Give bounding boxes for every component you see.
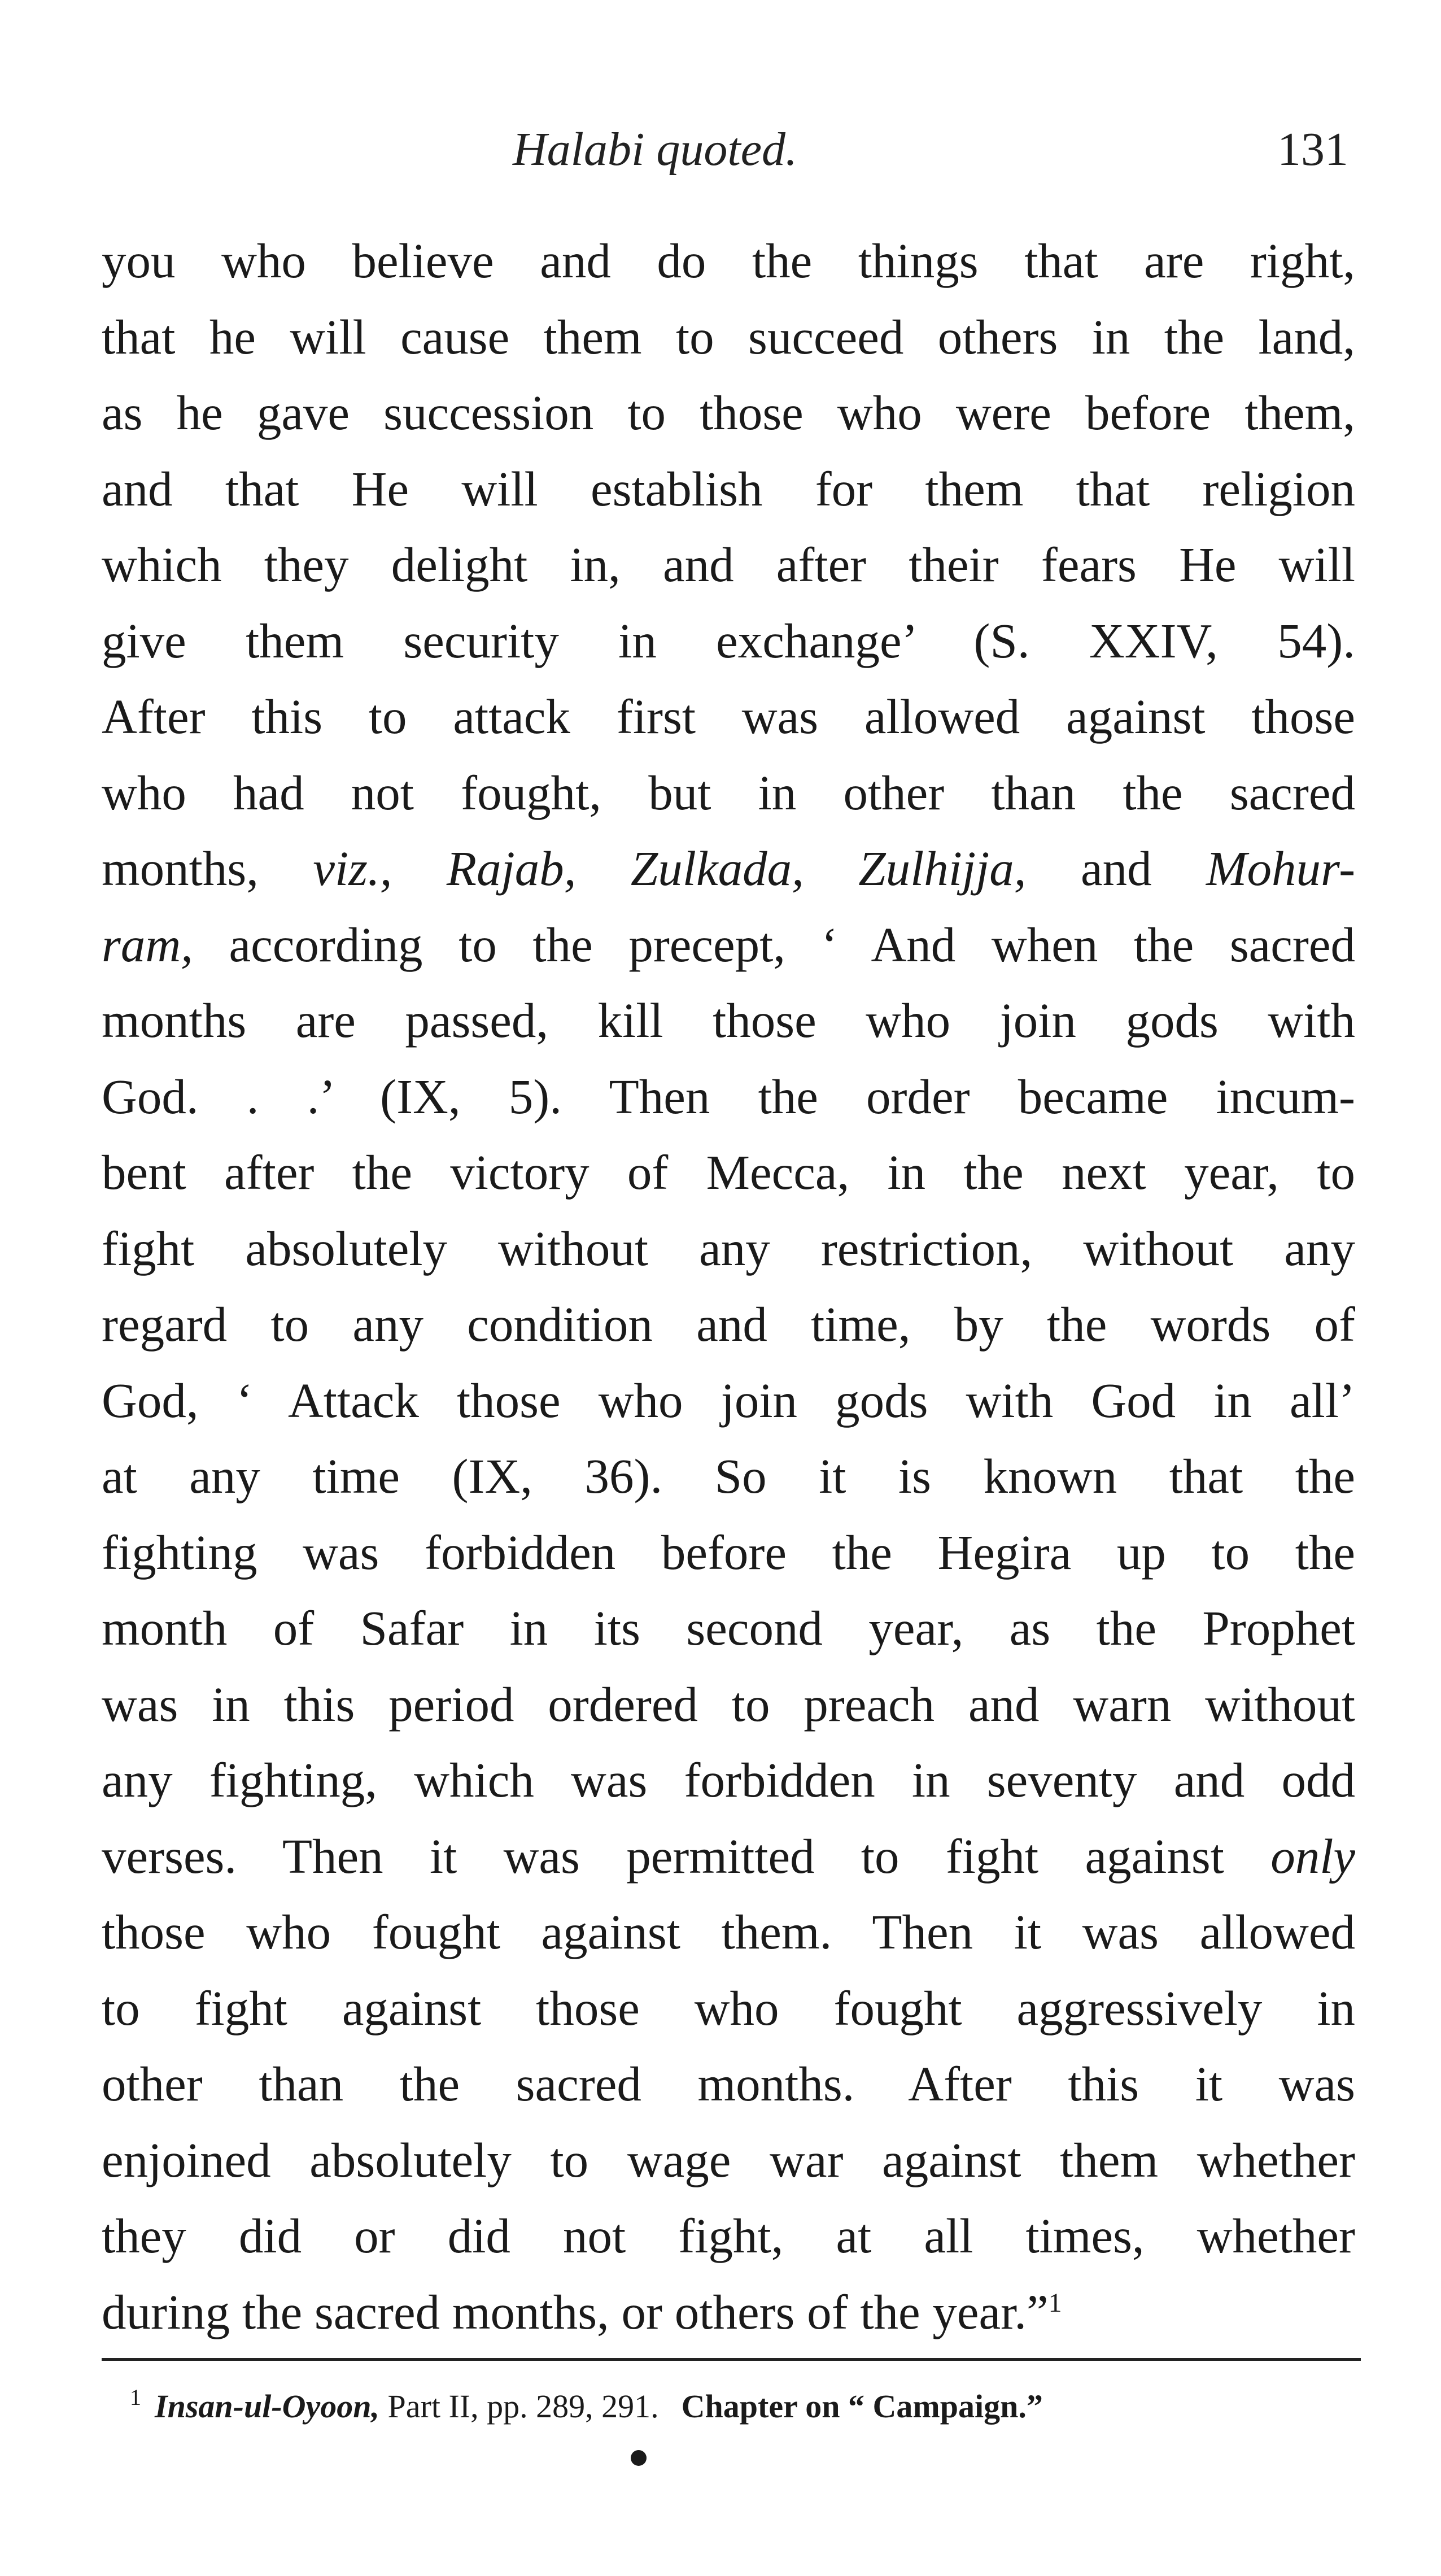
text-line: regard to any condition and time, by the words of xyxy=(102,1297,1355,1352)
footnote-chapter: Chapter on “ Campaign.” xyxy=(681,2388,1043,2425)
text-line: and that He will establish for them that religion xyxy=(102,461,1355,516)
printer-dot xyxy=(631,2450,647,2466)
text-run: according to the precept, ‘ And when the sacred xyxy=(229,917,1355,972)
text-line: After this to attack first was allowed against those xyxy=(102,689,1355,744)
text-line: they did or did not fight, at all times, whether xyxy=(102,2208,1355,2263)
text-line: God, ‘ Attack those who join gods with God in all’ xyxy=(102,1372,1355,1428)
text-line: was in this period ordered to preach and warn without xyxy=(102,1676,1355,1732)
italic-term: viz., xyxy=(313,841,392,896)
text-line: to fight against those who fought aggressively in xyxy=(102,1980,1355,2035)
italic-term: Zulkada, xyxy=(630,841,804,896)
text-line: as he gave succession to those who were before them, xyxy=(102,385,1355,440)
text-line: enjoined absolutely to wage war against them whether xyxy=(102,2132,1355,2187)
text-line: those who fought against them. Then it was allowed xyxy=(102,1904,1355,1959)
text-run: verses. Then it was permitted to fight against xyxy=(102,1828,1224,1884)
italic-term: Mohur- xyxy=(1206,841,1356,896)
footnote xyxy=(130,2375,1344,2429)
footnote-source: Insan-ul-Oyoon, xyxy=(155,2388,380,2425)
text-line: you who believe and do the things that are right, xyxy=(102,233,1355,288)
text-line: bent after the victory of Mecca, in the next year, to xyxy=(102,1145,1355,1200)
text-line: month of Safar in its second year, as the Prophet xyxy=(102,1601,1355,1655)
text-line-only xyxy=(102,1819,1355,1895)
running-head xyxy=(102,121,1355,178)
text-line-precept xyxy=(102,907,1355,983)
footnote-text: Part II, pp. 289, 291. xyxy=(387,2388,659,2425)
text-line: that he will cause them to succeed others in the land, xyxy=(102,309,1355,364)
footnote-divider xyxy=(102,2358,1361,2361)
footnote-reference[interactable]: 1 xyxy=(1048,2287,1062,2318)
page-number: 131 xyxy=(1277,123,1348,176)
text-run: and xyxy=(1080,841,1152,896)
text-line: which they delight in, and after their fears He will xyxy=(102,537,1355,592)
running-title: Halabi quoted. xyxy=(513,123,797,176)
footnote-mark: 1 xyxy=(130,2385,141,2410)
text-line-last xyxy=(102,2274,1355,2351)
text-line: God. . .’ (IX, 5). Then the order became incum- xyxy=(102,1069,1355,1124)
text-line-months xyxy=(102,831,1355,907)
text-line: give them security in exchange’ (S. XXIV, 54). xyxy=(102,613,1355,668)
text-run: months, xyxy=(102,841,259,896)
italic-term: Rajab, xyxy=(446,841,577,896)
italic-term: Zulhijja, xyxy=(858,841,1027,896)
text-line: at any time (IX, 36). So it is known that the xyxy=(102,1449,1355,1503)
text-line: other than the sacred months. After this it was xyxy=(102,2056,1355,2111)
text-line: any fighting, which was forbidden in seventy and odd xyxy=(102,1753,1355,1807)
text-line: who had not fought, but in other than the sacred xyxy=(102,765,1355,820)
italic-term: ram, xyxy=(102,917,193,972)
text-run: during the sacred months, or others of the year.” xyxy=(102,2284,1049,2339)
body-text xyxy=(102,223,1355,2350)
italic-term: only xyxy=(1270,1828,1356,1884)
text-line: months are passed, kill those who join gods with xyxy=(102,993,1355,1048)
text-line: fighting was forbidden before the Hegira up to the xyxy=(102,1524,1355,1580)
text-line: fight absolutely without any restriction, without any xyxy=(102,1221,1355,1276)
